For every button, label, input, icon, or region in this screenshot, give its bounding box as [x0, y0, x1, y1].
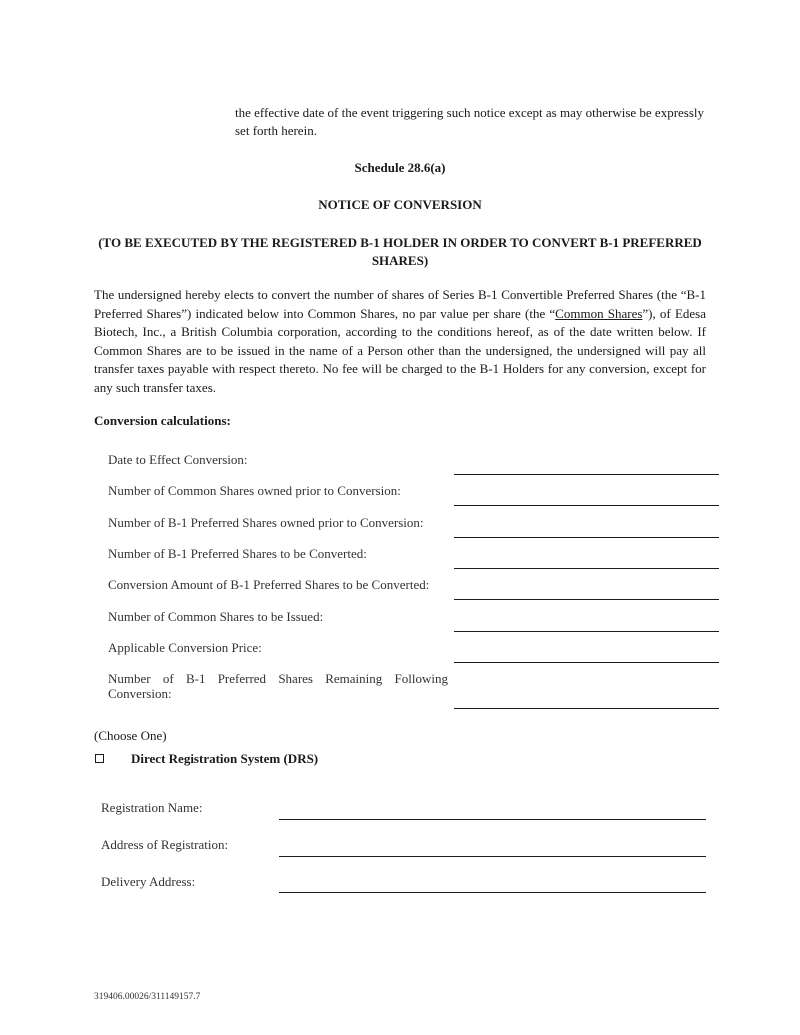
body-paragraph	[94, 286, 706, 397]
drs-option-label: Direct Registration System (DRS)	[131, 751, 319, 766]
field-date-to-effect-conversion-label: Date to Effect Conversion:	[108, 452, 248, 467]
field-common-shares-owned-label: Number of Common Shares owned prior to Conversion:	[108, 483, 401, 498]
body-paragraph-part2: ”), of Edesa Biotech, Inc., a British Columbia corporation, according to the conditions hereof, as of the date written below. If Common Shares are to be issued in the name of a Person other than the undersigned, the undersigned will pay all transfer taxes payable with respect thereto. No fee will be charged to the B-1 Holders for any conversion, except for any such transfer taxes.	[94, 305, 706, 395]
field-conversion-amount-line[interactable]	[454, 599, 719, 600]
address-of-registration-line[interactable]	[279, 856, 706, 857]
field-b1-remaining-label: Number of B-1 Preferred Shares Remaining Following Conversion:	[108, 671, 448, 701]
schedule-title: Schedule 28.6(a)	[354, 160, 446, 175]
field-b1-to-be-converted-line[interactable]	[454, 568, 719, 569]
document-footer-id: 319406.00026/311149157.7	[94, 992, 201, 1002]
intro-text: the effective date of the event triggering such notice except as may otherwise be expressly set forth herein.	[235, 105, 705, 138]
body-paragraph-part1: The undersigned hereby elects to convert the number of shares of Series B-1 Convertible Preferred Shares (the “B-1 Preferred Shares”) indicated below into Common Shares, no par value per share (the “	[94, 287, 706, 321]
delivery-address-label: Delivery Address:	[101, 874, 196, 889]
field-conversion-amount-label: Conversion Amount of B-1 Preferred Shares to be Converted:	[108, 577, 430, 592]
field-b1-preferred-owned-line[interactable]	[454, 537, 719, 538]
address-of-registration-label: Address of Registration:	[101, 837, 229, 852]
field-b1-preferred-owned-label: Number of B-1 Preferred Shares owned prior to Conversion:	[108, 515, 424, 530]
field-conversion-price-label: Applicable Conversion Price:	[108, 640, 262, 655]
field-common-shares-issued-label: Number of Common Shares to be Issued:	[108, 609, 324, 624]
field-b1-remaining-line[interactable]	[454, 708, 719, 709]
choose-one-label: (Choose One)	[94, 728, 167, 743]
field-date-to-effect-conversion-line[interactable]	[454, 474, 719, 475]
notice-subtitle: (TO BE EXECUTED BY THE REGISTERED B-1 HOLDER IN ORDER TO CONVERT B-1 PREFERRED SHARES)	[98, 235, 702, 268]
field-common-shares-owned-line[interactable]	[454, 505, 719, 506]
field-b1-to-be-converted-label: Number of B-1 Preferred Shares to be Converted:	[108, 546, 367, 561]
field-common-shares-issued-line[interactable]	[454, 631, 719, 632]
registration-name-label: Registration Name:	[101, 800, 203, 815]
delivery-address-line[interactable]	[279, 892, 706, 893]
registration-name-line[interactable]	[279, 819, 706, 820]
notice-title: NOTICE OF CONVERSION	[318, 197, 482, 212]
field-conversion-price-line[interactable]	[454, 662, 719, 663]
common-shares-term: Common Shares	[555, 305, 643, 321]
calculations-heading: Conversion calculations:	[94, 413, 231, 428]
drs-checkbox[interactable]	[95, 754, 104, 763]
